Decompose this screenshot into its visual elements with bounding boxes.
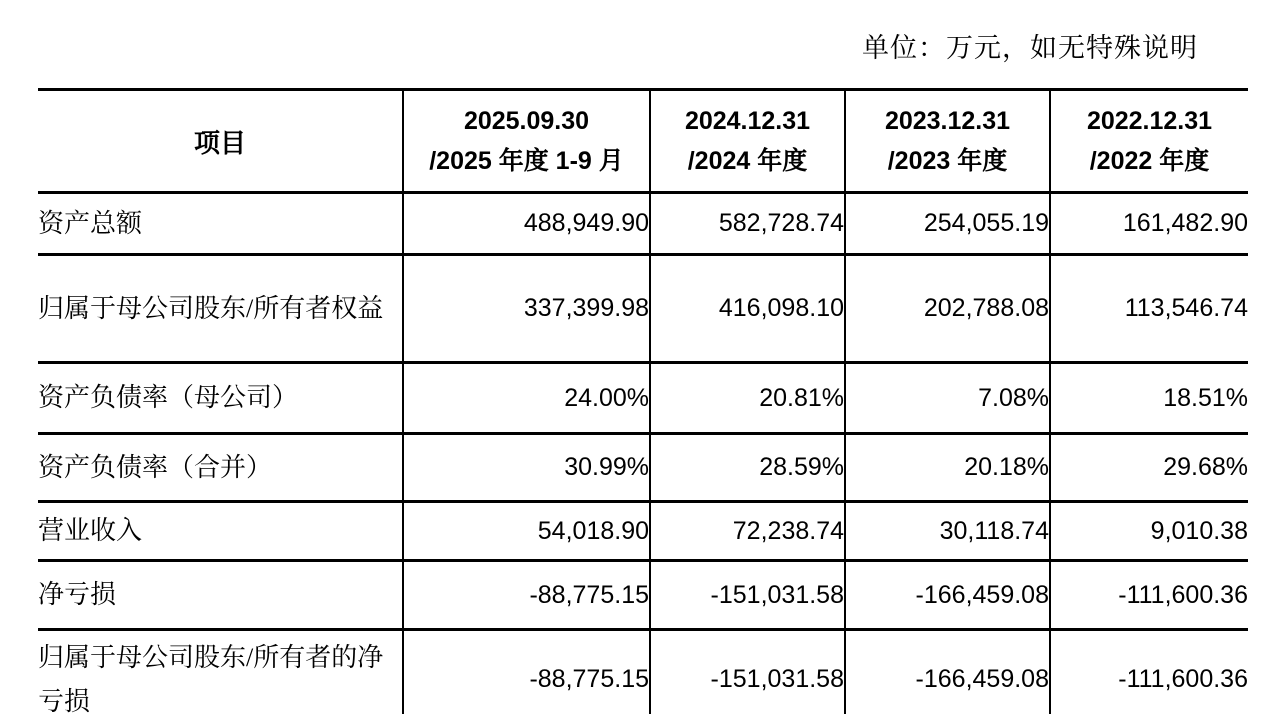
cell-value: -151,031.58 [650, 630, 845, 714]
cell-value: 161,482.90 [1050, 193, 1248, 255]
cell-value: 54,018.90 [403, 502, 650, 561]
cell-value: -88,775.15 [403, 561, 650, 630]
cell-value: -88,775.15 [403, 630, 650, 714]
table-row-parent-net-loss [38, 630, 1248, 714]
table-row-total-assets [38, 193, 1248, 255]
cell-value: 24.00% [403, 363, 650, 434]
cell-value: 30,118.74 [845, 502, 1050, 561]
cell-value: 582,728.74 [650, 193, 845, 255]
table-row-parent-equity [38, 255, 1248, 363]
table-row-debt-ratio-consolidated [38, 434, 1248, 502]
row-label: 营业收入 [38, 516, 143, 545]
cell-value: 28.59% [650, 434, 845, 502]
header-period-2024 [650, 90, 845, 193]
header-period-line2: /2023 年度 [887, 147, 1008, 175]
header-period-line2: /2024 年度 [687, 147, 808, 175]
cell-value: -111,600.36 [1050, 561, 1248, 630]
header-period-2022 [1050, 90, 1248, 193]
cell-value: 254,055.19 [845, 193, 1050, 255]
cell-value: 72,238.74 [650, 502, 845, 561]
header-item-label: 项目 [193, 128, 246, 158]
cell-value: 20.81% [650, 363, 845, 434]
cell-value: 18.51% [1050, 363, 1248, 434]
cell-value: 20.18% [845, 434, 1050, 502]
cell-value: 337,399.98 [403, 255, 650, 363]
row-label: 资产负债率（合并） [38, 452, 273, 482]
cell-value: 202,788.08 [845, 255, 1050, 363]
cell-value: 30.99% [403, 434, 650, 502]
cell-value: -166,459.08 [845, 561, 1050, 630]
header-period-line1: 2024.12.31 [684, 107, 811, 135]
cell-value: 7.08% [845, 363, 1050, 434]
cell-value: -151,031.58 [650, 561, 845, 630]
row-label: 净亏损 [38, 580, 117, 609]
table-row-revenue [38, 502, 1248, 561]
table-header-row [38, 90, 1248, 193]
financial-summary-table [38, 88, 1248, 714]
row-label: 资产总额 [38, 208, 143, 238]
cell-value: 113,546.74 [1050, 255, 1248, 363]
header-period-line1: 2022.12.31 [1086, 107, 1213, 135]
table-row-net-loss [38, 561, 1248, 630]
cell-value: 9,010.38 [1050, 502, 1248, 561]
header-period-2023 [845, 90, 1050, 193]
header-period-line2: /2022 年度 [1089, 147, 1210, 175]
header-period-2025 [403, 90, 650, 193]
row-label: 归属于母公司股东/所有者的净亏损 [38, 642, 384, 714]
cell-value: -111,600.36 [1050, 630, 1248, 714]
header-period-line2: /2025 年度 1-9 月 [429, 147, 624, 175]
cell-value: 29.68% [1050, 434, 1248, 502]
cell-value: 488,949.90 [403, 193, 650, 255]
cell-value: 416,098.10 [650, 255, 845, 363]
unit-note: 单位：万元，如无特殊说明 [862, 33, 1198, 63]
row-label: 资产负债率（母公司） [38, 383, 299, 412]
header-period-line1: 2025.09.30 [463, 107, 590, 135]
cell-value: -166,459.08 [845, 630, 1050, 714]
row-label: 归属于母公司股东/所有者权益 [38, 293, 384, 323]
header-period-line1: 2023.12.31 [884, 107, 1011, 135]
table-row-debt-ratio-parent [38, 363, 1248, 434]
